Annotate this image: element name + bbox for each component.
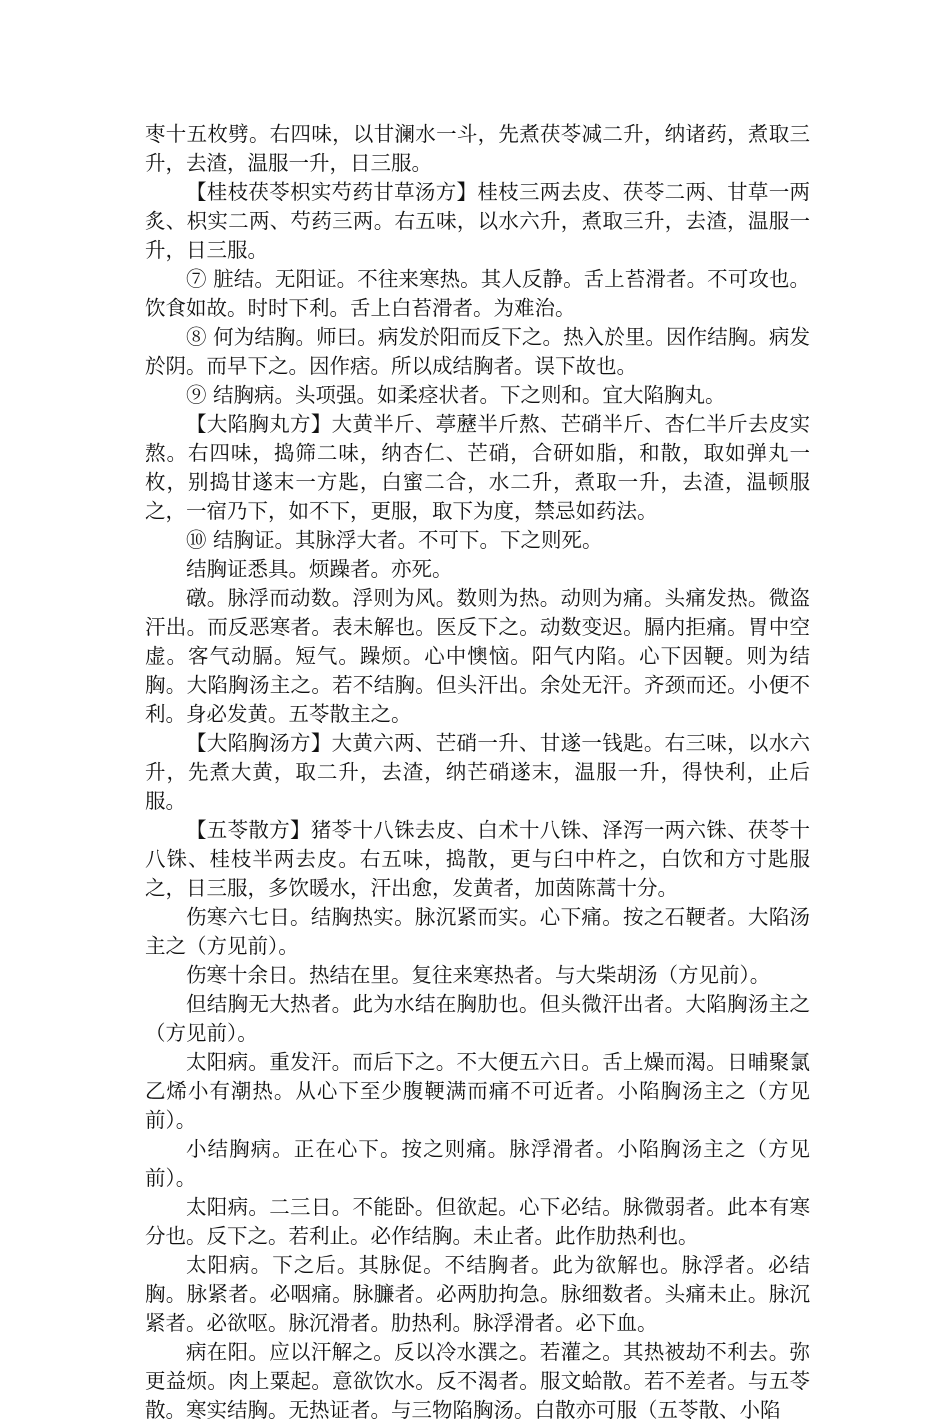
paragraph-clause-10: ⑩ 结胸证。其脉浮大者。不可下。下之则死。 bbox=[186, 528, 603, 552]
paragraph-clause-7: ⑦ 脏结。无阳证。不往来寒热。其人反静。舌上苔滑者。不可攻也。饮食如故。时时下利。舌上白苔滑者。为难治。 bbox=[145, 267, 810, 320]
paragraph-cold-damage-ten-days: 伤寒十余日。热结在里。复往来寒热者。与大柴胡汤（方见前）。 bbox=[186, 963, 771, 987]
paragraph-disease-in-yang: 病在阳。应以汗解之。反以冷水潠之。若灌之。其热被劫不利去。弥更益烦。肉上粟起。意欲饮水。反不渴者。服文蛤散。若不差者。与五苓散。寒实结胸。无热证者。与三物陷胸汤。白散亦可服（五苓散、小陷 bbox=[145, 1340, 810, 1422]
paragraph-clause-8: ⑧ 何为结胸。师曰。病发於阳而反下之。热入於里。因作结胸。病发於阴。而早下之。因作痞。所以成结胸者。误下故也。 bbox=[145, 325, 810, 378]
paragraph-taiyang-two-three-days: 太阳病。二三日。不能卧。但欲起。心下必结。脉微弱者。此本有寒分也。反下之。若利止。必作结胸。未止者。此作肋热利也。 bbox=[145, 1195, 810, 1248]
paragraph-wuling-powder-formula: 【五苓散方】猪苓十八铢去皮、白术十八铢、泽泻一两六铢、茯苓十八铢、桂枝半两去皮。右五味，捣散，更与臼中杵之，白饮和方寸匙服之，日三服，多饮暖水，汗出愈，发黄者，加茵陈蒿十分。 bbox=[145, 818, 810, 900]
paragraph-taiyang-sweat-purge: 太阳病。重发汗。而后下之。不大便五六日。舌上燥而渴。日晡聚氯乙烯小有潮热。从心下至少腹鞕满而痛不可近者。小陷胸汤主之（方见前）。 bbox=[145, 1050, 810, 1132]
paragraph-cold-damage-six-seven-days: 伤寒六七日。结胸热实。脉沉紧而实。心下痛。按之石鞕者。大陷汤主之（方见前）。 bbox=[145, 905, 810, 958]
paragraph-water-bind-chest: 但结胸无大热者。此为水结在胸肋也。但头微汗出者。大陷胸汤主之（方见前）。 bbox=[145, 992, 810, 1045]
paragraph-guizhi-fuling-formula: 【桂枝茯苓枳实芍药甘草汤方】桂枝三两去皮、茯苓二两、甘草一两炙、枳实二两、芍药三两。右五味，以水六升，煮取三升，去渣，温服一升，日三服。 bbox=[145, 180, 810, 262]
paragraph-taiyang-after-purge: 太阳病。下之后。其脉促。不结胸者。此为欲解也。脉浮者。必结胸。脉紧者。必咽痛。脉臁者。必两肋拘急。脉细数者。头痛未止。脉沉紧者。必欲呕。脉沉滑者。肋热利。脉浮滑者。必下血。 bbox=[145, 1253, 810, 1335]
paragraph-jiexiong-restless: 结胸证悉具。烦躁者。亦死。 bbox=[186, 557, 453, 581]
document-body bbox=[145, 120, 810, 1425]
paragraph-floating-pulse: 礅。脉浮而动数。浮则为风。数则为热。动则为痛。头痛发热。微盗汗出。而反恶寒者。表未解也。医反下之。动数变迟。膈内拒痛。胃中空虚。客气动膈。短气。躁烦。心中懊恼。阳气内陷。心下因鞕。则为结胸。大陷胸汤主之。若不结胸。但头汗出。余处无汗。齐颈而还。小便不利。身必发黄。五苓散主之。 bbox=[145, 586, 810, 726]
paragraph-clause-9: ⑨ 结胸病。头项强。如柔痉状者。下之则和。宜大陷胸丸。 bbox=[186, 383, 726, 407]
paragraph-daxianxiong-pill-formula: 【大陷胸丸方】大黄半斤、葶藶半斤熬、芒硝半斤、杏仁半斤去皮实熬。右四味，捣筛二味，纳杏仁、芒硝，合研如脂，和散，取如弹丸一枚，别捣甘遂末一方匙，白蜜二合，水二升，煮取一升，去渣，温顿服之，一宿乃下，如不下，更服，取下为度，禁忌如药法。 bbox=[145, 412, 810, 523]
paragraph-minor-chest-bind: 小结胸病。正在心下。按之则痛。脉浮滑者。小陷胸汤主之（方见前）。 bbox=[145, 1137, 810, 1190]
paragraph-decoction-preparation: 枣十五枚劈。右四味，以甘澜水一斗，先煮茯苓减二升，纳诸药，煮取三升，去渣，温服一升，日三服。 bbox=[145, 122, 810, 175]
paragraph-daxianxiong-decoction-formula: 【大陷胸汤方】大黄六两、芒硝一升、甘遂一钱匙。右三味，以水六升，先煮大黄，取二升，去渣，纳芒硝遂末，温服一升，得快利，止后服。 bbox=[145, 731, 810, 813]
